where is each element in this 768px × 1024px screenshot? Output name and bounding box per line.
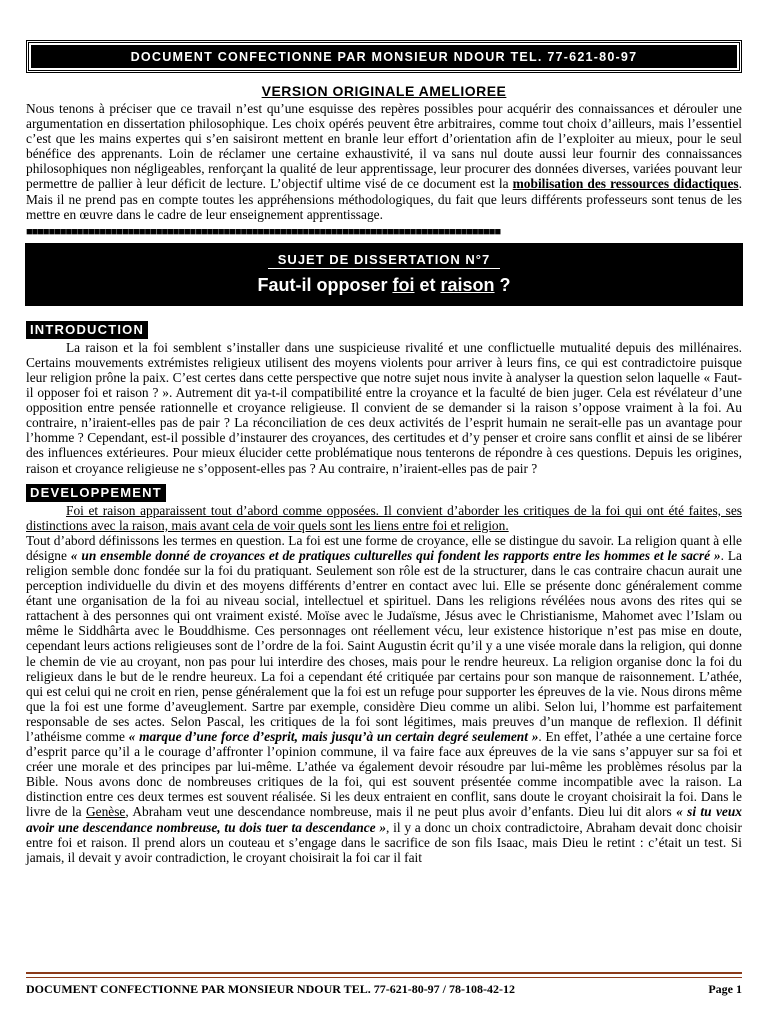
footer	[26, 982, 742, 997]
genese-word: Genèse	[85, 804, 126, 820]
footer-rule	[26, 972, 742, 978]
subject-box	[26, 244, 742, 305]
subject-label: SUJET DE DISSERTATION N°7	[268, 252, 500, 269]
development-lead: Foi et raison apparaissent tout d’abord comme opposées. Il convient d’aborder les critiques de la foi qui ont été faites, ses distinctions avec la raison, mais avant cela de voir quels sont les liens entre foi et religion.	[26, 502, 742, 533]
quote-religion: « un ensemble donné de croyances et de pratiques culturelles qui fondent les rapports entre les hommes et le sacré »	[70, 547, 721, 563]
subject-question: Faut-il opposer foi et raison ?	[257, 274, 511, 295]
separator-dots: ■■■■■■■■■■■■■■■■■■■■■■■■■■■■■■■■■■■■■■■■■■■■■■■■■■■■■■■■■■■■■■■■■■■■■■■■■■■■■■■■■■■■	[26, 225, 501, 238]
page-number: Page 1	[708, 982, 742, 996]
version-title: VERSION ORIGINALE AMELIOREE	[261, 83, 507, 99]
introduction-text: La raison et la foi semblent s’installer dans une suspicieuse rivalité et une conflictuelle mutualité depuis des millénaires. Certains mouvements extrémistes religieux utilisent des moyens violents pour arriver à leurs fins, ce qui est contradictoire puisque leur religion prône la paix. C’est certes dans cette perspective que notre sujet nous invite à analyser la question selon laquelle « Faut-il opposer foi et raison ? ». Autrement dit ya-t-il compatibilité entre la croyance et la faculté de bien juger. Cela est révélateur d’une opposition entre pensée rationnelle et croyance religieuse. Il convient de se demander si la raison s’oppose vraiment à la foi. Au contraire, n’iraient-elles pas de pair ? La réconciliation de ces deux activités de l’esprit humain ne serait-elle pas un avantage pour l’homme ? Cependant, est-il possible d’instaurer des croyances, des certitudes et d’y penser et croire sans conflit et ainsi de se libérer des influences extérieures. Pour mieux élucider cette problématique nous tenterons de répondre à ces questions. Depuis les origines, raison et croyance religieuse ne s’opposent-elles pas ? Au contraire, n’iraient-elles pas de pair ?	[26, 339, 742, 476]
document-page	[26, 40, 742, 865]
preface-paragraph: Nous tenons à préciser que ce travail n’est qu’une esquisse des repères possibles pour acquérir des connaissances et dérouler une argumentation en dissertation philosophique. Les choix opérés peuvent être arbitraires, comme tout choix d’ailleurs, mais l’essentiel c’est que les mains expertes qui s’en saisiront mettent en branle leur effort d’orientation afin de l’exploiter au mieux, pour le seul bénéfice des apprenants. Loin de réclamer une certaine exhaustivité, il va sans nul doute aussi leur fournir des connaissances philosophiques non négligeables, renforçant la qualité de leur apprentissage, leur procurer des données diverses, variées pouvant leur permettre de pallier à leur déficit de lecture. L’objectif ultime visé de ce document est la mobilisation des ressources didactiques. Mais il ne prend pas en compte toutes les appréhensions méthodologiques, du fait que leurs différents professeurs sont tenus de les mettre en œuvre dans le cadre de leur enseignement apprentissage.	[26, 101, 742, 222]
header-banner-text: DOCUMENT CONFECTIONNE PAR MONSIEUR NDOUR TEL. 77-621-80-97	[31, 45, 737, 68]
quote-abraham: « si tu veux avoir une descendance nombreuse, tu dois tuer ta descendance »	[26, 804, 743, 835]
quote-pascal: « marque d’une force d’esprit, mais jusqu’à un certain degré seulement »	[128, 729, 539, 744]
header-banner	[26, 40, 742, 73]
footer-text: DOCUMENT CONFECTIONNE PAR MONSIEUR NDOUR TEL. 77-621-80-97 / 78-108-42-12	[26, 982, 516, 996]
development-text: Tout d’abord définissons les termes en question. La foi est une forme de croyance, elle se distingue du savoir. La religion quant à elle désigne « un ensemble donné de croyances et de pratiques culturelles qui fondent les rapports entre les hommes et le sacré ». La religion semble donc fondée sur la foi du pratiquant. Seulement son rôle est de la structurer, dans le cas contraire chacun aurait une perception individuelle du divin et des moyens différents d’entrer en contact avec lui. Elle se présente donc généralement comme étant une organisation de la foi au niveau social, intellectuel et spirituel. Dans les religions révélées nous avons des rites qui se rattachent à des personnes qui ont vraiment existé. Moïse avec le Judaïsme, Jésus avec le Christianisme, Mahomet avec l’Islam ou même le Siddhârta avec le Bouddhisme. Ces personnages ont réellement vécu, leur existence historique n’est pas mise en doute, cependant leurs actions religieuses sont de l’ordre de la foi. Saint Augustin écrit qu’il y a une visée morale dans la religion, qui donne le chemin de vie au croyant, non pas pour lui interdire des choses, mais pour le rendre heureux. La religion organise donc la foi du religieux dans le but de le rendre heureux. La foi a cependant été critiquée par certains pour son manque de raisonnement. L’athée, qui est celui qui ne croit en rien, pense généralement que la foi est un refuge pour supporter les épreuves de la vie. Nous dirons même que la foi est une forme d’aveuglement. Sartre par exemple, considère Dieu comme un alibi. Selon lui, l’homme est parfaitement responsable de ses actes. Selon Pascal, les critiques de la foi sont légitimes, mais preuves d’un manque de reflexion. Il définit l’athéisme comme « marque d’une force d’esprit, mais jusqu’à un certain degré seulement ». En effet, l’athée a une certaine force d’esprit parce qu’il a le courage d’affronter l’opinion commune, il va faire face aux épreuves de la vie sans s’appuyer sur sa foi et créer une morale et des principes par lui-même. L’athée va également devoir résoudre par lui-même les problèmes résolus par la Bible. Nous avons donc de nombreuses critiques de la foi, qui est souvent présentée comme incompatible avec la raison. La distinction entre ces deux termes est souvent réalisée. Si les deux entraient en conflit, sans doute le croyant choisirait la foi. Dans le livre de la Genèse, Abraham veut une descendance nombreuse, mais il ne peut plus avoir d’enfants. Dieu lui dit alors « si tu veux avoir une descendance nombreuse, tu dois tuer ta descendance », il y a donc un choix contradictoire, Abraham devait donc choisir entre foi et raison. Il prend alors un couteau et s’engage dans le sacrifice de son fils Isaac, mais Dieu le retint : c’était un test. Si jamais, il devait y avoir contradiction, le croyant choisirait la foi car il fait	[26, 532, 743, 865]
development-heading: DEVELOPPEMENT	[26, 484, 166, 502]
introduction-heading: INTRODUCTION	[26, 321, 148, 339]
preface-emphasis: mobilisation des ressources didactiques	[512, 176, 739, 192]
